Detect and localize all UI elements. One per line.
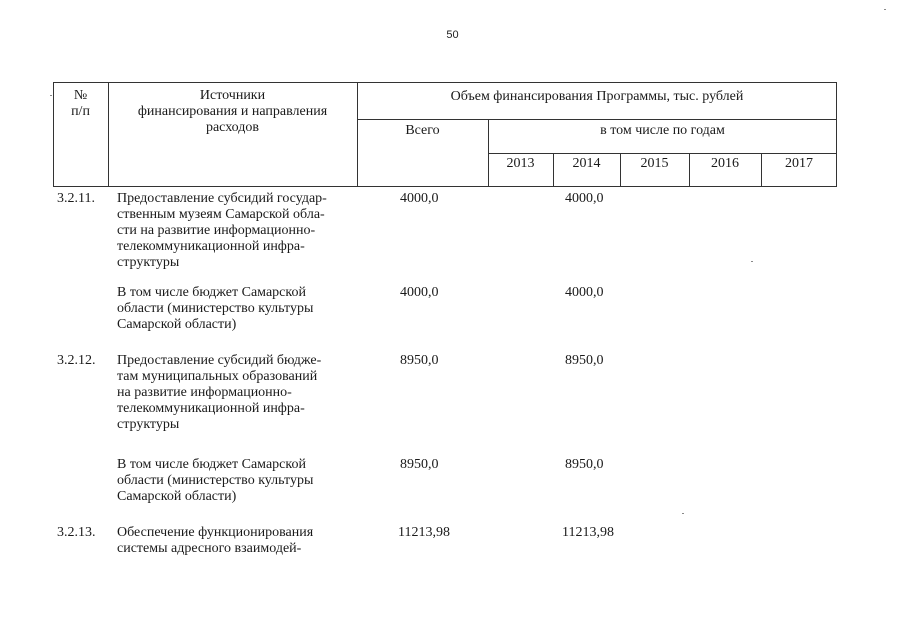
row-total: 4000,0 (400, 285, 439, 300)
header-year-2017: 2017 (785, 156, 813, 171)
row-number: 3.2.12. (57, 353, 96, 368)
row-2014: 11213,98 (562, 525, 614, 540)
row-description: Предоставление субсидий бюдже- там муниципальных образований на развитие информационно- телекоммуникационной инфра- структуры (117, 353, 322, 432)
row-2014: 4000,0 (565, 191, 604, 206)
row-total: 8950,0 (400, 457, 439, 472)
header-year-2016: 2016 (711, 156, 739, 171)
header-volume: Объем финансирования Программы, тыс. рублей (450, 89, 744, 104)
header-num: № п/п (71, 88, 90, 119)
header-year-2014: 2014 (572, 156, 601, 171)
header-source: Источники финансирования и направления расходов (137, 88, 328, 135)
row-total: 8950,0 (400, 353, 439, 368)
row-description: Обеспечение функционирования системы адресного взаимодей- (117, 525, 314, 556)
row-total: 4000,0 (400, 191, 439, 206)
scan-speck (682, 513, 684, 514)
page-number: 50 (446, 29, 459, 41)
header-total: Всего (405, 123, 440, 138)
row-number: 3.2.13. (57, 525, 96, 540)
header-year-2015: 2015 (640, 156, 669, 171)
scan-speck (751, 261, 753, 262)
row-2014: 4000,0 (565, 285, 604, 300)
header-divider (357, 119, 837, 120)
scan-speck (884, 9, 886, 10)
row-number: 3.2.11. (57, 191, 95, 206)
header-divider (488, 153, 837, 154)
row-2014: 8950,0 (565, 457, 604, 472)
scan-speck (50, 95, 52, 96)
header-year-2013: 2013 (506, 156, 535, 171)
row-description: Предоставление субсидий государ- ственным музеям Самарской обла- сти на развитие информационно- телекоммуникационной инфра- структуры (117, 191, 327, 270)
row-2014: 8950,0 (565, 353, 604, 368)
row-total: 11213,98 (398, 525, 450, 540)
header-by-years: в том числе по годам (600, 123, 725, 138)
row-description: В том числе бюджет Самарской области (министерство культуры Самарской области) (117, 285, 314, 332)
row-description: В том числе бюджет Самарской области (министерство культуры Самарской области) (117, 457, 314, 504)
